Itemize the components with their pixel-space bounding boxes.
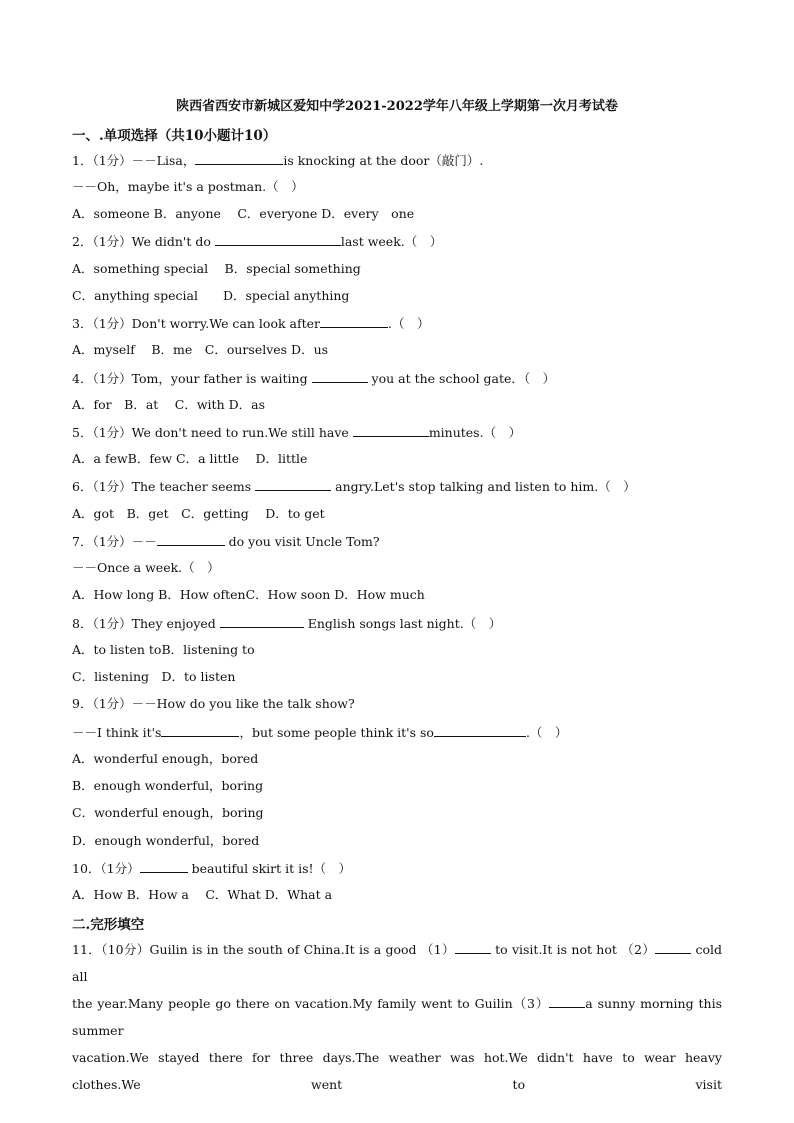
cloze-blank-3[interactable] <box>549 995 585 1008</box>
question-7-options: A．How long B．How oftenC．How soon D．How much <box>72 587 425 602</box>
q6-text-b: angry.Let's stop talking and listen to him.（ ） <box>331 479 636 494</box>
q1-text-a: 1．（1分）－－Lisa， <box>72 153 196 168</box>
section-heading-multiple-choice: 一、.单项选择（共10小题计10） <box>72 128 277 144</box>
cloze-row2-text-a: the year.Many people go there on vacation.My family went to Guilin（3） <box>72 996 550 1011</box>
cloze-blank-2[interactable] <box>655 941 691 954</box>
q10-answer-blank[interactable] <box>140 860 188 873</box>
question-9-option-b: B．enough wonderful，boring <box>72 778 264 793</box>
question-7-stem <box>72 533 380 550</box>
q4-answer-blank[interactable] <box>312 370 368 383</box>
cloze-row1-text-a: 11．（10分）Guilin is in the south of China.It is a good （1） <box>72 942 455 957</box>
q8-answer-blank[interactable] <box>220 615 304 628</box>
question-2-options-cd: C．anything special D．special anything <box>72 288 350 303</box>
q1-answer-blank[interactable] <box>195 152 283 165</box>
question-1-options: A．someone B．anyone C．everyone D．every one <box>72 206 415 221</box>
q4-text-b: you at the school gate．（ ） <box>367 371 556 386</box>
question-9-line-2 <box>72 724 567 741</box>
question-10-stem <box>72 860 351 877</box>
q4-text-a: 4．（1分）Tom，your father is waiting <box>72 371 312 386</box>
question-8-options-cd: C．listening D．to listen <box>72 669 236 684</box>
question-9-option-d: D．enough wonderful，bored <box>72 833 260 848</box>
q5-text-a: 5．（1分）We don't need to run.We still have <box>72 425 353 440</box>
q8-text-b: English songs last night.（ ） <box>303 616 502 631</box>
q9-text-c: .（ ） <box>525 725 568 740</box>
cloze-row1-text-b: to visit.It is not hot （2） <box>490 942 656 957</box>
cloze-row2-text-b: a sunny morning this summer <box>72 996 722 1038</box>
question-3-stem <box>72 315 429 332</box>
cloze-blank-1[interactable] <box>455 941 491 954</box>
cloze-row1-text-c: cold all <box>72 942 723 984</box>
q2-text-b: last week.（ ） <box>340 234 443 249</box>
q9-answer-blank-2[interactable] <box>434 724 526 737</box>
q9-text-b: ，but some people think it's so <box>239 725 434 740</box>
q3-text-b: .（ ） <box>388 316 430 331</box>
question-7-line-2: －－Once a week.（ ） <box>72 560 220 575</box>
q9-text-a: －－I think it's <box>72 725 162 740</box>
question-2-options-ab: A．something special B．special something <box>72 261 361 276</box>
cloze-row-3: vacation.We stayed there for three days.The weather was hot.We didn't have to wear heavy clothes.We went to visit <box>72 1050 722 1092</box>
question-9-option-c: C．wonderful enough，boring <box>72 805 264 820</box>
question-6-stem <box>72 478 636 495</box>
question-1-stem <box>72 152 483 169</box>
q5-text-b: minutes.（ ） <box>428 425 522 440</box>
question-5-stem <box>72 424 521 441</box>
cloze-passage <box>72 936 722 1098</box>
q8-text-a: 8．（1分）They enjoyed <box>72 616 220 631</box>
q2-answer-blank[interactable] <box>215 233 341 246</box>
q2-text-a: 2．（1分）We didn't do <box>72 234 215 249</box>
section-heading-cloze: 二.完形填空 <box>72 917 145 933</box>
q7-text-a: 7．（1分）－－ <box>72 534 157 549</box>
q10-text-a: 10．（1分） <box>72 861 140 876</box>
q9-answer-blank-1[interactable] <box>161 724 239 737</box>
question-6-options: A．got B．get C．getting D．to get <box>72 506 325 521</box>
question-8-stem <box>72 615 501 632</box>
q6-text-a: 6．（1分）The teacher seems <box>72 479 256 494</box>
q7-text-b: do you visit Uncle Tom? <box>224 534 380 549</box>
question-4-stem <box>72 370 555 387</box>
q3-answer-blank[interactable] <box>320 315 388 328</box>
question-9-option-a: A．wonderful enough，bored <box>72 751 259 766</box>
question-5-options: A．a fewB．few C．a little D．little <box>72 451 308 466</box>
cloze-row-1 <box>72 936 722 990</box>
q5-answer-blank[interactable] <box>353 424 429 437</box>
question-8-options-ab: A．to listen toB．listening to <box>72 642 255 657</box>
q6-answer-blank[interactable] <box>255 478 331 491</box>
question-3-options: A．myself B．me C．ourselves D．us <box>72 342 329 357</box>
question-2-stem <box>72 233 442 250</box>
question-1-line-2: －－Oh，maybe it's a postman.（ ） <box>72 179 304 194</box>
q7-answer-blank[interactable] <box>157 533 225 546</box>
q10-text-b: beautiful skirt it is!（ ） <box>187 861 352 876</box>
question-10-options: A．How B．How a C．What D．What a <box>72 887 333 902</box>
exam-title: 陕西省西安市新城区爱知中学2021-2022学年八年级上学期第一次月考试卷 <box>176 99 618 114</box>
question-9-stem: 9．（1分）－－How do you like the talk show? <box>72 696 355 711</box>
q3-text-a: 3．（1分）Don't worry.We can look after <box>72 316 320 331</box>
question-4-options: A．for B．at C．with D．as <box>72 397 265 412</box>
q1-text-b: is knocking at the door（敲门）. <box>283 153 484 168</box>
cloze-row-2 <box>72 990 722 1044</box>
